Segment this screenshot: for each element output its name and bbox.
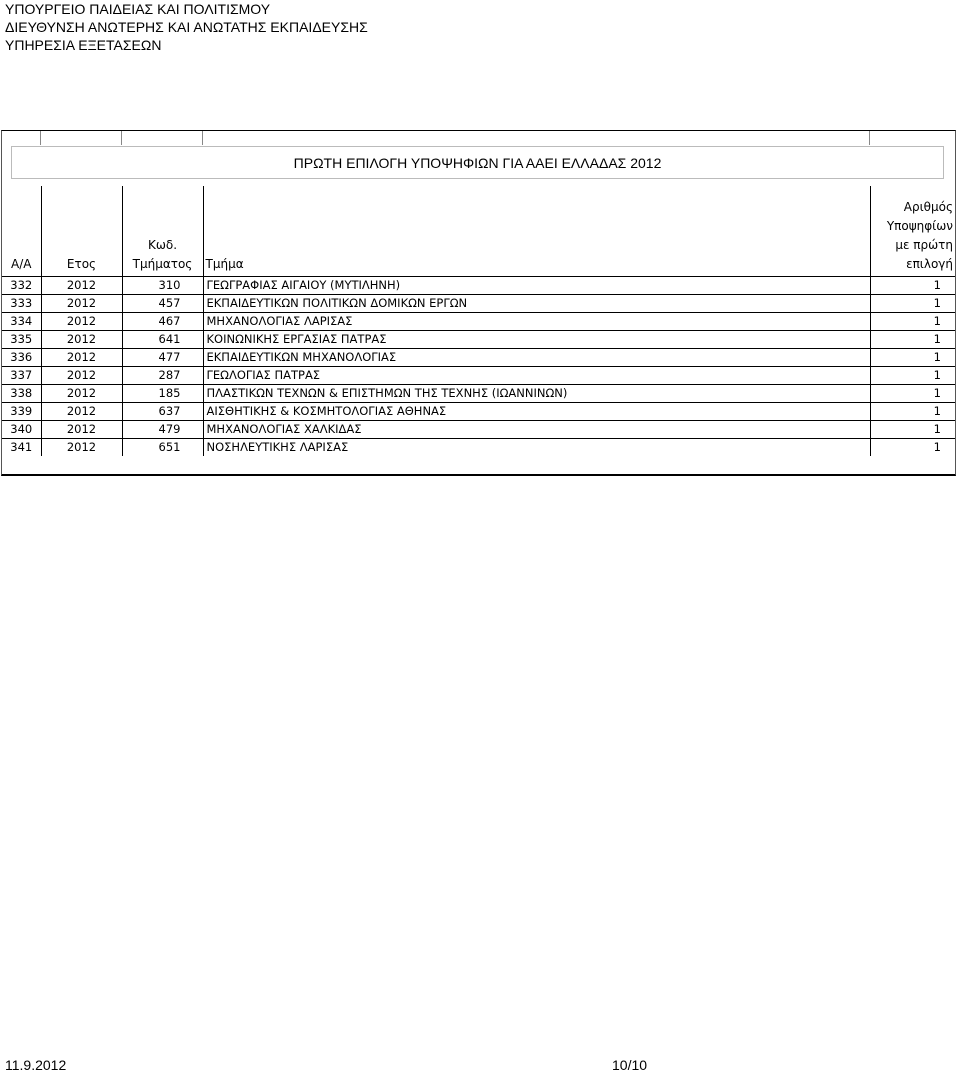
cell-dept-code: 637 [122,403,203,421]
cell-year: 2012 [41,277,122,295]
cell-year: 2012 [41,367,122,385]
cell-dept-code: 457 [122,295,203,313]
cell-candidate-count: 1 [870,439,955,457]
page-number: 10/10 [612,1057,648,1073]
cell-year: 2012 [41,439,122,457]
count-label-line2: Υποψηφίων [886,219,953,233]
cell-department: ΜΗΧΑΝΟΛΟΓΙΑΣ ΧΑΛΚΙΔΑΣ [203,421,870,439]
footer-date: 11.9.2012 [5,1057,67,1073]
cell-department: ΜΗΧΑΝΟΛΟΓΙΑΣ ΛΑΡΙΣΑΣ [203,313,870,331]
cell-department: ΓΕΩΛΟΓΙΑΣ ΠΑΤΡΑΣ [203,367,870,385]
results-sheet [1,130,956,476]
column-header-aa: Α/Α [2,186,41,277]
grid-line [40,131,41,145]
cell-candidate-count: 1 [870,295,955,313]
table-row [2,403,955,421]
candidates-table [2,186,955,456]
cell-year: 2012 [41,403,122,421]
table-row [2,439,955,457]
cell-candidate-count: 1 [870,331,955,349]
cell-department: ΕΚΠΑΙΔΕΥΤΙΚΩΝ ΠΟΛΙΤΙΚΩΝ ΔΟΜΙΚΩΝ ΕΡΓΩΝ [203,295,870,313]
cell-department: ΚΟΙΝΩΝΙΚΗΣ ΕΡΓΑΣΙΑΣ ΠΑΤΡΑΣ [203,331,870,349]
cell-candidate-count: 1 [870,421,955,439]
cell-candidate-count: 1 [870,385,955,403]
cell-year: 2012 [41,295,122,313]
cell-dept-code: 287 [122,367,203,385]
column-header-department: Τμήμα [203,186,870,277]
service-name: ΥΠΗΡΕΣΙΑ ΕΞΕΤΑΣΕΩΝ [5,37,162,53]
count-label-line3: με πρώτη [895,238,953,252]
ministry-name: ΥΠΟΥΡΓΕΙΟ ΠΑΙΔΕΙΑΣ ΚΑΙ ΠΟΛΙΤΙΣΜΟΥ [5,1,271,17]
dept-code-label-line2: Τμήματος [132,257,193,271]
cell-department: ΕΚΠΑΙΔΕΥΤΙΚΩΝ ΜΗΧΑΝΟΛΟΓΙΑΣ [203,349,870,367]
cell-candidate-count: 1 [870,403,955,421]
directorate-name: ΔΙΕΥΘΥΝΣΗ ΑΝΩΤΕΡΗΣ ΚΑΙ ΑΝΩΤΑΤΗΣ ΕΚΠΑΙΔΕΥΣΗΣ [5,19,368,35]
table-row [2,421,955,439]
cell-department: ΓΕΩΓΡΑΦΙΑΣ ΑΙΓΑΙΟΥ (ΜΥΤΙΛΗΝΗ) [203,277,870,295]
cell-aa: 339 [2,403,41,421]
table-header-row [2,186,955,277]
cell-year: 2012 [41,385,122,403]
cell-aa: 334 [2,313,41,331]
cell-aa: 336 [2,349,41,367]
cell-aa: 341 [10,440,33,454]
document-header [5,0,368,54]
cell-year: 2012 [41,313,122,331]
table-row [2,349,955,367]
cell-dept-code: 651 [122,439,203,457]
cell-candidate-count: 1 [870,313,955,331]
table-row [2,331,955,349]
cell-dept-code: 479 [122,421,203,439]
grid-line [202,131,203,145]
table-row [2,277,955,295]
cell-year: 2012 [41,421,122,439]
cell-aa: 332 [2,277,41,295]
table-row [2,367,955,385]
cell-department: ΑΙΣΘΗΤΙΚΗΣ & ΚΟΣΜΗΤΟΛΟΓΙΑΣ ΑΘΗΝΑΣ [203,403,870,421]
count-label-line1: Αριθμός [903,200,953,214]
cell-department: ΝΟΣΗΛΕΥΤΙΚΗΣ ΛΑΡΙΣΑΣ [203,439,870,457]
cell-dept-code: 467 [122,313,203,331]
cell-aa: 333 [2,295,41,313]
cell-aa: 338 [2,385,41,403]
cell-candidate-count: 1 [870,367,955,385]
dept-code-label-line1: Κωδ. [147,238,178,252]
table-row [2,295,955,313]
cell-dept-code: 641 [122,331,203,349]
cell-dept-code: 185 [122,385,203,403]
table-row [2,385,955,403]
cell-aa: 340 [2,421,41,439]
column-header-dept-code [122,186,203,277]
cell-department: ΠΛΑΣΤΙΚΩΝ ΤΕΧΝΩΝ & ΕΠΙΣΤΗΜΩΝ ΤΗΣ ΤΕΧΝΗΣ (ΙΩΑΝΝΙΝΩΝ) [203,385,870,403]
table-row [2,313,955,331]
cell-dept-code: 310 [122,277,203,295]
cell-year: 2012 [41,331,122,349]
column-header-candidate-count [870,186,955,277]
grid-line [869,131,870,145]
count-label-line4: επιλογή [906,257,953,271]
cell-candidate-count: 1 [870,277,955,295]
cell-aa: 337 [2,367,41,385]
cell-year: 2012 [41,349,122,367]
column-header-year: Ετος [41,186,122,277]
cell-dept-code: 477 [122,349,203,367]
grid-line [121,131,122,145]
cell-aa: 335 [2,331,41,349]
sheet-title: ΠΡΩΤΗ ΕΠΙΛΟΓΗ ΥΠΟΨΗΦΙΩΝ ΓΙΑ ΑΑΕΙ ΕΛΛΑΔΑΣ 2012 [11,146,944,179]
cell-candidate-count: 1 [870,349,955,367]
